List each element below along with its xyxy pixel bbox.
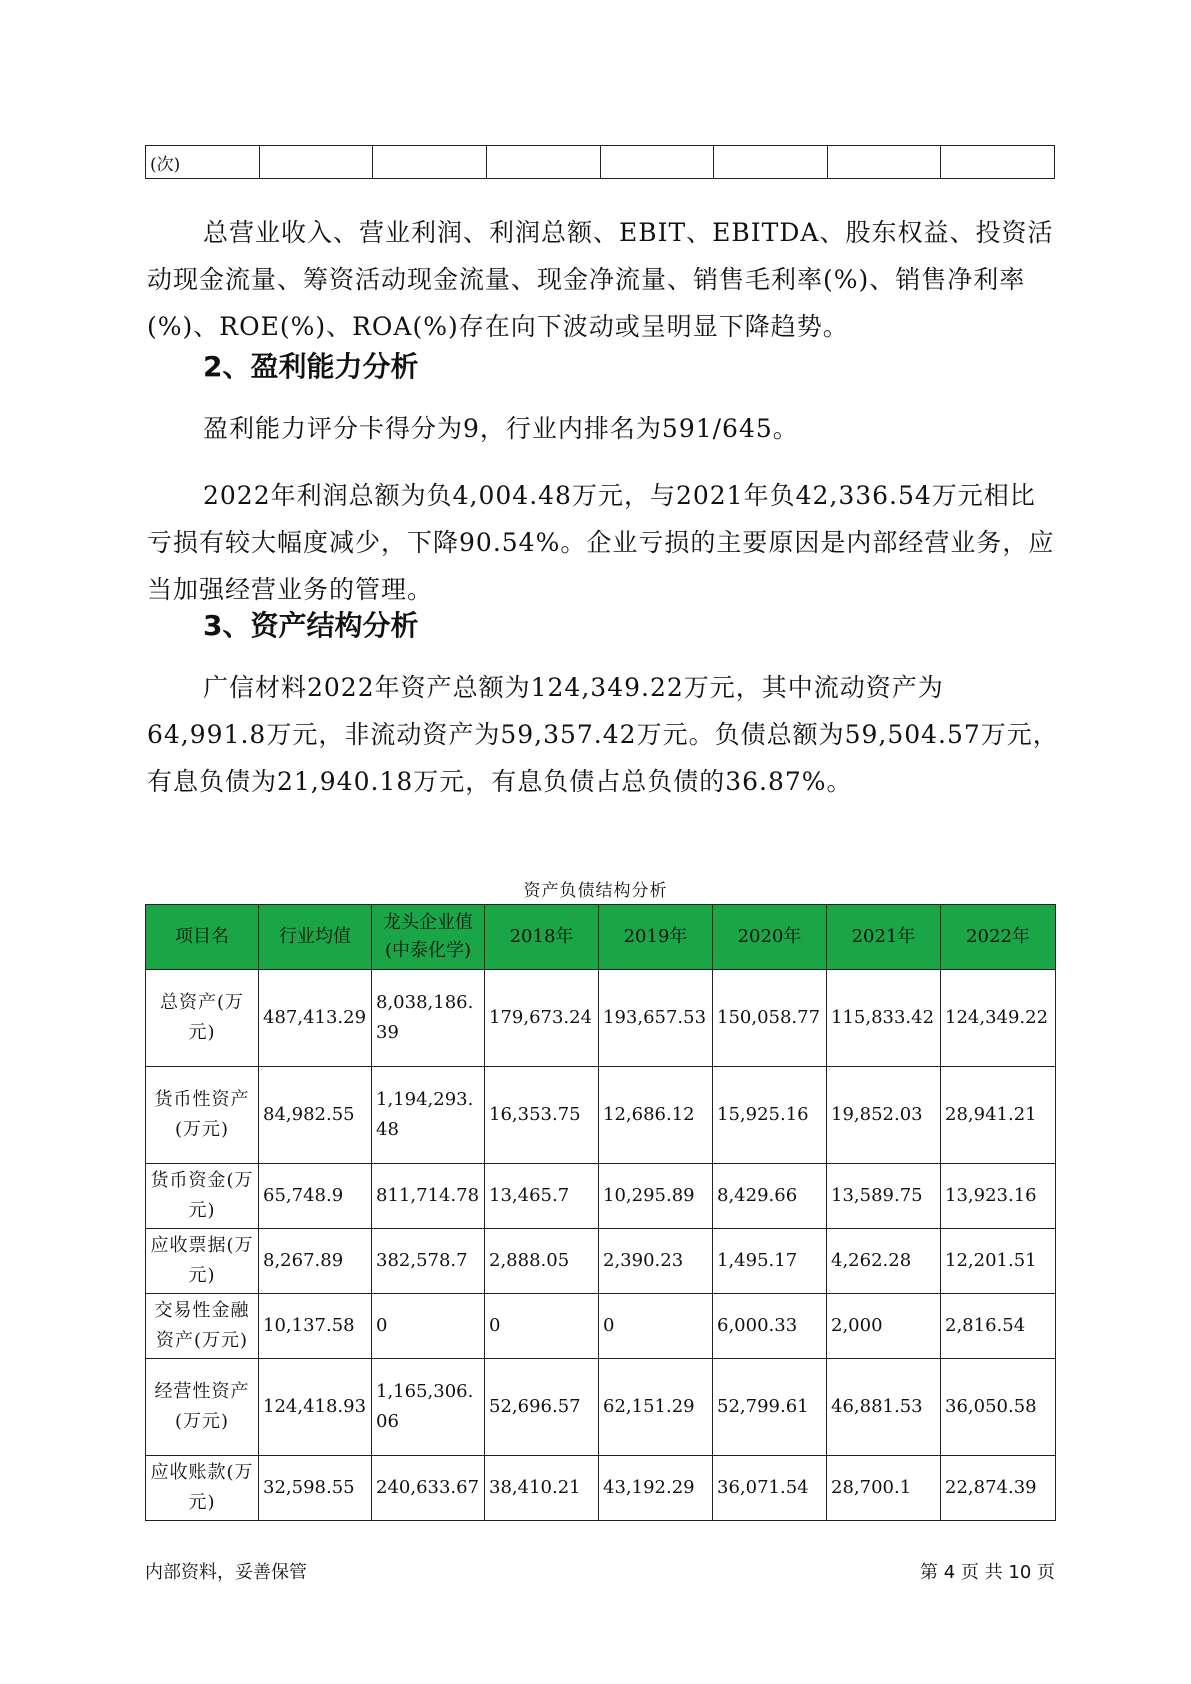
table-cell (486, 146, 600, 179)
table-cell: (次) (146, 146, 260, 179)
column-header: 2021年 (827, 905, 941, 970)
table-cell: 193,657.53 (599, 970, 713, 1067)
table-cell (714, 146, 828, 179)
row-label: 应收账款(万元) (146, 1456, 259, 1521)
table-cell (373, 146, 487, 179)
table-cell: 487,413.29 (259, 970, 372, 1067)
column-header: 2022年 (941, 905, 1056, 970)
table-cell: 46,881.53 (827, 1359, 941, 1456)
table-cell: 32,598.55 (259, 1456, 372, 1521)
table-row (146, 1164, 1056, 1229)
top-table-fragment (145, 145, 1055, 179)
table-cell: 36,071.54 (713, 1456, 827, 1521)
table-cell: 62,151.29 (599, 1359, 713, 1456)
row-label: 货币资金(万元) (146, 1164, 259, 1229)
table-cell: 84,982.55 (259, 1067, 372, 1164)
table-cell: 6,000.33 (713, 1294, 827, 1359)
table-cell: 10,295.89 (599, 1164, 713, 1229)
table-cell: 13,923.16 (941, 1164, 1056, 1229)
table-cell: 2,390.23 (599, 1229, 713, 1294)
table-cell: 12,686.12 (599, 1067, 713, 1164)
asset-structure-table (145, 904, 1056, 1521)
paragraph-asset-total: 广信材料2022年资产总额为124,349.22万元，其中流动资产为64,991.8万元，非流动资产为59,357.42万元。负债总额为59,504.57万元，有息负债为21,940.18万元，有息负债占总负债的36.87%。 (147, 673, 1059, 796)
table-caption: 资产负债结构分析 (523, 881, 668, 901)
table-row (146, 1359, 1056, 1456)
table-cell: 38,410.21 (485, 1456, 599, 1521)
table-cell: 124,349.22 (941, 970, 1056, 1067)
row-label: 经营性资产(万元) (146, 1359, 259, 1456)
table-cell: 28,941.21 (941, 1067, 1056, 1164)
table-row (146, 1067, 1056, 1164)
table-cell: 43,192.29 (599, 1456, 713, 1521)
table-cell: 8,267.89 (259, 1229, 372, 1294)
heading-profitability: 2、盈利能力分析 (203, 350, 419, 383)
column-header: 行业均值 (259, 905, 372, 970)
column-header: 龙头企业值(中泰化学) (372, 905, 485, 970)
table-cell: 0 (372, 1294, 485, 1359)
row-label: 总资产(万元) (146, 970, 259, 1067)
table-cell: 1,194,293.48 (372, 1067, 485, 1164)
paragraph-profit-score: 盈利能力评分卡得分为9，行业内排名为591/645。 (203, 414, 799, 443)
column-header: 项目名 (146, 905, 259, 970)
row-label: 交易性金融资产(万元) (146, 1294, 259, 1359)
paragraph-declining-metrics: 总营业收入、营业利润、利润总额、EBIT、EBITDA、股东权益、投资活动现金流量、筹资活动现金流量、现金净流量、销售毛利率(%)、销售净利率(%)、ROE(%)、ROA(%)存在向下波动或呈明显下降趋势。 (147, 218, 1054, 341)
table-cell: 19,852.03 (827, 1067, 941, 1164)
table-cell: 2,816.54 (941, 1294, 1056, 1359)
table-header-row (146, 905, 1056, 970)
table-cell: 2,000 (827, 1294, 941, 1359)
table-cell: 1,495.17 (713, 1229, 827, 1294)
table-cell: 13,589.75 (827, 1164, 941, 1229)
table-cell: 382,578.7 (372, 1229, 485, 1294)
table-cell: 12,201.51 (941, 1229, 1056, 1294)
row-label: 货币性资产(万元) (146, 1067, 259, 1164)
row-label: 应收票据(万元) (146, 1229, 259, 1294)
table-cell: 115,833.42 (827, 970, 941, 1067)
table-cell: 240,633.67 (372, 1456, 485, 1521)
table-cell: 8,038,186.39 (372, 970, 485, 1067)
table-cell: 0 (485, 1294, 599, 1359)
table-cell: 16,353.75 (485, 1067, 599, 1164)
footer-confidential-note: 内部资料，妥善保管 (145, 1562, 307, 1583)
paragraph-profit-total: 2022年利润总额为负4,004.48万元，与2021年负42,336.54万元相比亏损有较大幅度减少，下降90.54%。企业亏损的主要原因是内部经营业务，应当加强经营业务的管理。 (147, 481, 1055, 604)
table-cell: 2,888.05 (485, 1229, 599, 1294)
table-cell: 124,418.93 (259, 1359, 372, 1456)
table-cell (259, 146, 373, 179)
table-cell: 811,714.78 (372, 1164, 485, 1229)
table-row (146, 970, 1056, 1067)
table-cell: 36,050.58 (941, 1359, 1056, 1456)
table-cell: 1,165,306.06 (372, 1359, 485, 1456)
table-cell: 15,925.16 (713, 1067, 827, 1164)
table-row (146, 1229, 1056, 1294)
column-header: 2018年 (485, 905, 599, 970)
table-cell: 13,465.7 (485, 1164, 599, 1229)
column-header: 2019年 (599, 905, 713, 970)
table-row (146, 1456, 1056, 1521)
table-cell: 22,874.39 (941, 1456, 1056, 1521)
table-cell: 52,799.61 (713, 1359, 827, 1456)
table-cell: 179,673.24 (485, 970, 599, 1067)
table-cell: 10,137.58 (259, 1294, 372, 1359)
table-cell: 52,696.57 (485, 1359, 599, 1456)
table-cell (941, 146, 1055, 179)
table-cell (827, 146, 941, 179)
table-row (146, 146, 1055, 179)
table-row (146, 1294, 1056, 1359)
table-cell: 28,700.1 (827, 1456, 941, 1521)
table-cell: 0 (599, 1294, 713, 1359)
heading-asset-structure: 3、资产结构分析 (203, 609, 419, 642)
footer-page-number: 第 4 页 共 10 页 (920, 1562, 1055, 1583)
table-cell: 8,429.66 (713, 1164, 827, 1229)
table-cell: 150,058.77 (713, 970, 827, 1067)
table-cell: 4,262.28 (827, 1229, 941, 1294)
column-header: 2020年 (713, 905, 827, 970)
table-cell: 65,748.9 (259, 1164, 372, 1229)
table-cell (600, 146, 714, 179)
